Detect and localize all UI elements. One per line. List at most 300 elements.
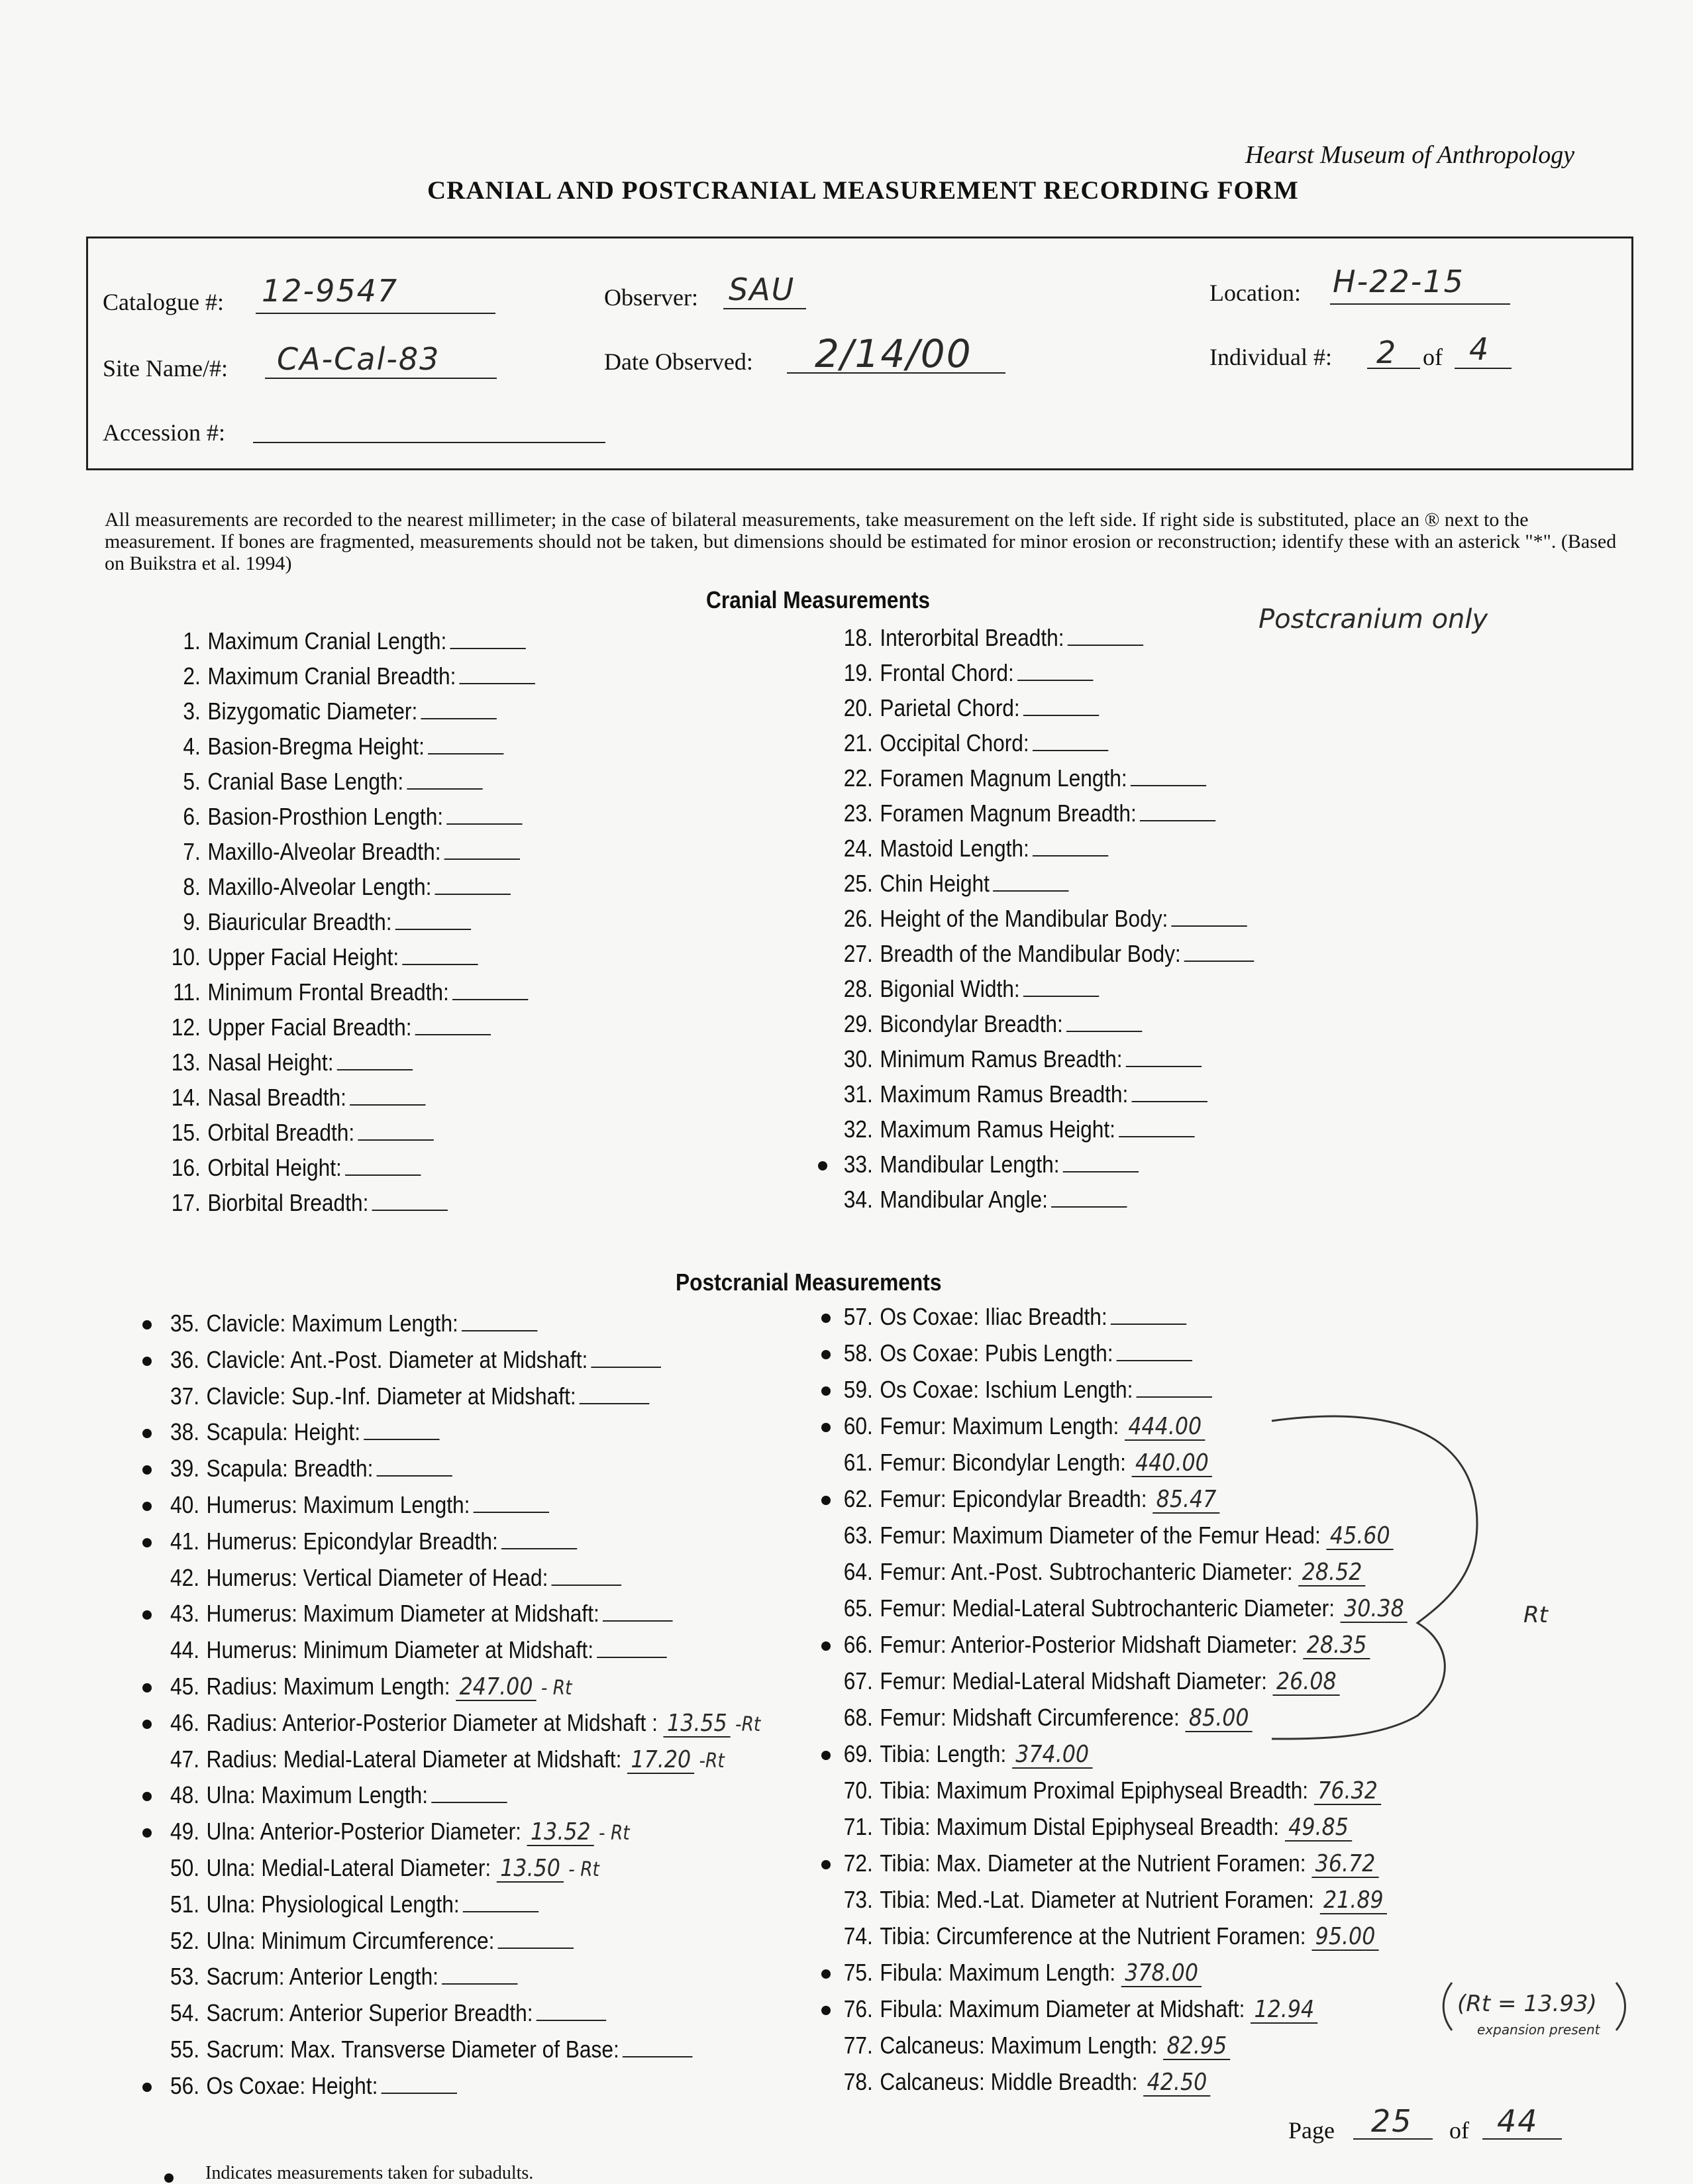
measurement-label: Radius: Medial-Lateral Diameter at Midshaft:: [206, 1745, 622, 1773]
measurement-blank[interactable]: [1051, 1186, 1127, 1208]
subadult-bullet: [821, 2006, 831, 2015]
measurement-value[interactable]: 95.00: [1311, 1924, 1378, 1951]
measurement-value[interactable]: 13.52: [527, 1820, 594, 1846]
measurement-number: 48.: [170, 1781, 199, 1809]
measurement-value[interactable]: 13.50: [497, 1856, 564, 1883]
measurement-blank[interactable]: [463, 1891, 539, 1912]
measurement-value[interactable]: 85.00: [1186, 1706, 1253, 1732]
measurement-value[interactable]: 28.35: [1303, 1633, 1370, 1659]
measurement-label: Bicondylar Breadth:: [880, 1010, 1063, 1037]
measurement-label: Tibia: Maximum Distal Epiphyseal Breadth:: [880, 1813, 1280, 1840]
measurement-blank[interactable]: [1066, 1011, 1142, 1032]
measurement-value[interactable]: 13.55: [664, 1711, 731, 1738]
measurement-number: 78.: [843, 2068, 873, 2095]
measurement-row: [838, 974, 1099, 1004]
measurement-blank[interactable]: [1117, 1340, 1192, 1361]
measurement-row: [166, 1012, 491, 1043]
fibula-expansion-note: expansion present: [1477, 2022, 1600, 2038]
measurement-number: 26.: [843, 905, 873, 932]
measurement-label: Nasal Height:: [207, 1049, 334, 1076]
measurement-blank[interactable]: [428, 733, 503, 754]
measurement-row: [156, 1744, 725, 1775]
measurement-row: [166, 1188, 448, 1218]
measurement-row: [166, 942, 478, 972]
measurement-blank[interactable]: [498, 1928, 574, 1949]
measurement-label: Tibia: Med.-Lat. Diameter at Nutrient Foramen:: [880, 1886, 1314, 1913]
measurement-row: [156, 1417, 440, 1447]
measurement-row: [838, 904, 1247, 934]
measurement-blank[interactable]: [442, 1963, 517, 1985]
measurement-number: 22.: [843, 764, 873, 792]
location-line: [1330, 303, 1510, 305]
measurement-number: 41.: [170, 1527, 199, 1555]
subadult-bullet: [142, 1465, 152, 1475]
subadult-bullet: [142, 1538, 152, 1547]
measurement-label: Humerus: Maximum Diameter at Midshaft:: [206, 1600, 599, 1628]
accession-label: Accession #:: [103, 419, 225, 446]
cranial-heading: Cranial Measurements: [706, 586, 931, 613]
subadult-bullet: [142, 1429, 152, 1438]
measurement-label: Os Coxae: Iliac Breadth:: [880, 1303, 1107, 1330]
measurement-blank[interactable]: [452, 979, 528, 1000]
measurement-number: 16.: [171, 1154, 201, 1181]
measurement-number: 6.: [183, 803, 201, 830]
measurement-blank[interactable]: [350, 1084, 425, 1106]
measurement-number: 40.: [170, 1491, 199, 1518]
subadult-bullet: [142, 1683, 152, 1692]
measurement-number: 58.: [843, 1339, 873, 1367]
measurement-label: Interorbital Breadth:: [880, 624, 1064, 651]
measurement-row: [156, 1598, 673, 1629]
measurement-blank[interactable]: [345, 1155, 421, 1176]
measurement-label: Calcaneus: Middle Breadth:: [880, 2068, 1138, 2095]
measurement-blank[interactable]: [377, 1455, 452, 1477]
measurement-label: Tibia: Max. Diameter at the Nutrient Foramen:: [880, 1849, 1306, 1877]
measurement-blank[interactable]: [591, 1347, 662, 1368]
measurement-row: [156, 1816, 630, 1847]
subadult-bullet: [142, 1357, 152, 1366]
measurement-number: 4.: [183, 733, 201, 760]
site-label: Site Name/#:: [103, 355, 228, 382]
measurement-value[interactable]: 378.00: [1121, 1961, 1202, 1987]
measurement-value[interactable]: 76.32: [1314, 1779, 1381, 1805]
individual-value[interactable]: 2: [1376, 335, 1398, 370]
measurement-number: 50.: [170, 1854, 199, 1881]
footer-note: Indicates measurements taken for subadults.: [205, 2163, 534, 2183]
measurement-label: Ulna: Medial-Lateral Diameter:: [206, 1854, 491, 1881]
measurement-blank[interactable]: [1068, 625, 1143, 646]
measurement-number: 19.: [843, 659, 873, 686]
measurement-row: [156, 2034, 693, 2065]
right-side-note: -Rt: [735, 1712, 761, 1736]
measurement-number: 24.: [843, 835, 873, 862]
measurement-number: 60.: [843, 1412, 873, 1439]
measurement-blank[interactable]: [382, 2073, 457, 2094]
accession-line: [253, 442, 605, 443]
measurement-label: Mandibular Length:: [880, 1151, 1060, 1178]
measurement-blank[interactable]: [1137, 1377, 1212, 1398]
measurement-label: Minimum Frontal Breadth:: [207, 978, 449, 1006]
measurement-number: 28.: [843, 975, 873, 1002]
measurement-blank[interactable]: [450, 628, 526, 649]
measurement-number: 43.: [170, 1600, 199, 1628]
measurement-number: 3.: [183, 698, 201, 725]
measurement-number: 62.: [843, 1485, 873, 1512]
measurement-number: 49.: [170, 1818, 199, 1846]
measurement-row: [838, 2067, 1211, 2097]
measurement-number: 25.: [843, 870, 873, 897]
measurement-number: 73.: [843, 1886, 873, 1913]
individual-label: Individual #:: [1209, 344, 1332, 370]
measurement-row: [166, 837, 520, 867]
right-side-annotation: Rt: [1523, 1602, 1548, 1628]
measurement-number: 51.: [170, 1890, 199, 1918]
measurement-number: 68.: [843, 1704, 873, 1731]
measurement-number: 18.: [843, 624, 873, 651]
observer-line: [723, 308, 806, 309]
location-value[interactable]: H-22-15: [1333, 264, 1464, 299]
measurement-row: [156, 1345, 661, 1375]
measurement-blank[interactable]: [402, 944, 478, 965]
measurement-blank[interactable]: [552, 1565, 622, 1586]
measurement-number: 53.: [170, 1963, 199, 1991]
measurement-label: Bigonial Width:: [880, 975, 1020, 1002]
measurement-number: 7.: [183, 838, 201, 865]
measurement-row: [838, 1447, 1212, 1478]
measurement-row: [156, 1780, 507, 1810]
measurement-label: Basion-Bregma Height:: [207, 733, 425, 760]
measurement-value[interactable]: 42.50: [1143, 2070, 1210, 2097]
measurement-label: Mastoid Length:: [880, 835, 1029, 862]
measurement-label: Bizygomatic Diameter:: [207, 698, 418, 725]
measurement-row: [838, 1921, 1379, 1951]
measurement-blank[interactable]: [1023, 976, 1099, 997]
measurement-blank[interactable]: [407, 768, 483, 790]
measurement-label: Foramen Magnum Breadth:: [880, 800, 1137, 827]
measurement-number: 23.: [843, 800, 873, 827]
measurement-blank[interactable]: [1132, 1081, 1207, 1102]
measurement-blank[interactable]: [446, 804, 522, 825]
measurement-number: 15.: [171, 1119, 201, 1146]
measurement-label: Maxillo-Alveolar Breadth:: [207, 838, 441, 865]
measurement-row: [838, 728, 1108, 758]
measurement-row: [166, 731, 504, 762]
measurement-value[interactable]: 26.08: [1273, 1669, 1340, 1696]
measurement-row: [838, 1957, 1202, 1988]
measurement-label: Humerus: Epicondylar Breadth:: [206, 1527, 498, 1555]
measurement-number: 9.: [183, 908, 201, 935]
measurement-blank[interactable]: [372, 1190, 448, 1211]
measurement-blank[interactable]: [431, 1782, 507, 1803]
measurement-blank[interactable]: [337, 1049, 413, 1070]
measurement-number: 70.: [843, 1777, 873, 1804]
measurement-blank[interactable]: [993, 870, 1068, 892]
measurement-blank[interactable]: [395, 909, 471, 930]
measurement-number: 61.: [843, 1449, 873, 1476]
measurement-row: [838, 1114, 1195, 1145]
measurement-blank[interactable]: [358, 1119, 434, 1141]
measurement-label: Frontal Chord:: [880, 659, 1014, 686]
fibula-right-note: (Rt = 13.93): [1457, 1991, 1597, 2017]
measurement-label: Minimum Ramus Breadth:: [880, 1045, 1123, 1072]
measurement-number: 54.: [170, 1999, 199, 2027]
measurement-label: Fibula: Maximum Diameter at Midshaft:: [880, 1995, 1245, 2022]
measurement-label: Humerus: Maximum Length:: [206, 1491, 470, 1518]
measurement-row: [838, 1739, 1092, 1769]
measurement-row: [838, 1812, 1352, 1842]
catalogue-value[interactable]: 12-9547: [262, 273, 399, 309]
subadult-bullet: [821, 1751, 831, 1760]
measurement-row: [156, 1998, 606, 2028]
observer-value[interactable]: SAU: [729, 272, 795, 307]
measurement-value[interactable]: 45.60: [1327, 1524, 1394, 1550]
measurement-row: [838, 939, 1255, 969]
measurement-number: 1.: [183, 627, 201, 654]
measurement-row: [838, 868, 1069, 899]
page-of-label: of: [1449, 2117, 1469, 2144]
subadult-bullet: [142, 1720, 152, 1729]
measurement-row: [166, 1118, 434, 1148]
measurement-blank[interactable]: [1126, 1046, 1202, 1067]
measurement-label: Scapula: Breadth:: [206, 1455, 374, 1482]
measurement-row: [838, 833, 1108, 864]
measurement-label: Calcaneus: Maximum Length:: [880, 2032, 1158, 2059]
measurement-number: 57.: [843, 1303, 873, 1330]
measurement-value[interactable]: 17.20: [627, 1747, 694, 1774]
measurement-number: 14.: [171, 1084, 201, 1111]
measurement-value[interactable]: 36.72: [1311, 1851, 1378, 1878]
individual-total[interactable]: 4: [1469, 331, 1490, 367]
measurement-number: 38.: [170, 1418, 199, 1446]
measurement-blank[interactable]: [1033, 835, 1108, 857]
measurement-label: Sacrum: Anterior Length:: [206, 1963, 438, 1991]
measurement-row: [166, 766, 483, 797]
measurement-blank[interactable]: [603, 1600, 673, 1622]
measurement-label: Upper Facial Height:: [207, 943, 399, 970]
subadult-bullet: [821, 1969, 831, 1979]
measurement-label: Biauricular Breadth:: [207, 908, 392, 935]
measurement-number: 44.: [170, 1636, 199, 1664]
measurement-blank[interactable]: [421, 698, 497, 719]
measurement-label: Cranial Base Length:: [207, 768, 404, 795]
measurement-row: [156, 1308, 538, 1339]
measurement-row: [838, 1044, 1202, 1074]
subadult-bullet: [142, 1320, 152, 1329]
measurement-row: [838, 1302, 1186, 1332]
site-value[interactable]: CA-Cal-83: [277, 341, 440, 377]
measurement-row: [156, 1961, 518, 1992]
subadult-bullet: [821, 1496, 831, 1505]
measurement-blank[interactable]: [1111, 1304, 1186, 1325]
measurement-row: [156, 1563, 621, 1593]
measurement-row: [838, 1411, 1205, 1441]
measurement-number: 36.: [170, 1345, 199, 1373]
page-label: Page: [1288, 2117, 1335, 2144]
measurement-label: Humerus: Minimum Diameter at Midshaft:: [206, 1636, 594, 1664]
measurement-number: 2.: [183, 662, 201, 690]
measurement-blank[interactable]: [460, 663, 535, 684]
measurement-number: 13.: [171, 1049, 201, 1076]
measurement-number: 67.: [843, 1667, 873, 1694]
subadult-bullet: [821, 1386, 831, 1396]
measurement-number: 31.: [843, 1080, 873, 1108]
measurement-label: Os Coxae: Pubis Length:: [880, 1339, 1113, 1367]
measurement-row: [838, 1184, 1127, 1215]
measurement-number: 20.: [843, 694, 873, 721]
measurement-label: Upper Facial Breadth:: [207, 1014, 412, 1041]
measurement-blank[interactable]: [1119, 1116, 1194, 1137]
subadult-bullet: [142, 1792, 152, 1801]
measurement-row: [838, 1702, 1253, 1733]
postcranium-only-note: Postcranium only: [1258, 604, 1488, 635]
measurement-blank[interactable]: [1063, 1151, 1139, 1172]
measurement-row: [838, 1079, 1207, 1110]
measurement-row: [166, 1047, 413, 1078]
measurement-row: [166, 802, 523, 832]
subadult-bullet: [818, 1161, 827, 1170]
measurement-label: Chin Height: [880, 870, 990, 897]
measurement-row: [156, 1889, 539, 1920]
measurement-value[interactable]: 440.00: [1132, 1451, 1212, 1477]
measurement-value[interactable]: 85.47: [1153, 1487, 1219, 1514]
measurement-value[interactable]: 49.85: [1285, 1815, 1352, 1842]
measurement-value[interactable]: 247.00: [456, 1675, 536, 1701]
measurement-value[interactable]: 28.52: [1298, 1560, 1365, 1586]
date-label: Date Observed:: [604, 348, 753, 375]
measurement-number: 71.: [843, 1813, 873, 1840]
measurement-number: 35.: [170, 1310, 199, 1337]
measurement-blank[interactable]: [474, 1492, 549, 1513]
measurement-row: [156, 1853, 599, 1883]
measurement-blank[interactable]: [1140, 800, 1215, 821]
measurement-value[interactable]: 82.95: [1163, 2034, 1230, 2060]
measurement-row: [838, 623, 1143, 653]
measurement-value[interactable]: 444.00: [1125, 1414, 1205, 1441]
individual-total-line: [1455, 368, 1512, 369]
measurement-row: [166, 1082, 426, 1113]
instructions: All measurements are recorded to the nearest millimeter; in the case of bilateral measurements, take measurement on the left side. If right side is substituted, place an ® next to the measurement. If bones are fragmented, measurements should not be taken, but dimensions should be estimated for minor erosion or reconstruction; identify these with an asterick "*". (Based on Buikstra et al. 1994): [105, 509, 1617, 574]
measurement-label: Humerus: Vertical Diameter of Head:: [206, 1563, 548, 1591]
measurement-blank[interactable]: [1131, 765, 1206, 786]
measurement-value[interactable]: 30.38: [1341, 1596, 1408, 1623]
subadult-bullet: [821, 1350, 831, 1359]
subadult-bullet: [821, 1423, 831, 1432]
measurement-number: 34.: [843, 1186, 873, 1213]
measurement-row: [838, 1885, 1387, 1915]
measurement-number: 42.: [170, 1563, 199, 1591]
measurement-blank[interactable]: [597, 1637, 667, 1658]
measurement-label: Scapula: Height:: [206, 1418, 361, 1446]
location-label: Location:: [1209, 280, 1301, 306]
measurement-number: 55.: [170, 2036, 199, 2063]
measurement-blank[interactable]: [1033, 730, 1108, 751]
measurement-number: 10.: [171, 943, 201, 970]
right-side-note: -Rt: [699, 1749, 725, 1773]
measurement-row: [156, 1708, 760, 1738]
date-value[interactable]: 2/14/00: [815, 331, 972, 376]
measurement-label: Clavicle: Maximum Length:: [206, 1310, 458, 1337]
measurement-value[interactable]: 12.94: [1251, 1997, 1317, 2024]
measurement-row: [166, 661, 535, 692]
measurement-blank[interactable]: [462, 1310, 537, 1331]
measurement-row: [156, 1381, 650, 1412]
measurement-label: Femur: Anterior-Posterior Midshaft Diameter:: [880, 1631, 1298, 1658]
measurement-row: [838, 798, 1215, 829]
measurement-label: Clavicle: Sup.-Inf. Diameter at Midshaft:: [206, 1382, 576, 1410]
measurement-label: Tibia: Length:: [880, 1740, 1007, 1767]
measurement-row: [838, 1338, 1192, 1369]
measurement-blank[interactable]: [1023, 695, 1099, 716]
measurement-number: 21.: [843, 729, 873, 756]
measurement-label: Tibia: Maximum Proximal Epiphyseal Breadth:: [880, 1777, 1309, 1804]
measurement-row: [838, 1994, 1317, 2024]
measurement-blank[interactable]: [1172, 906, 1247, 927]
measurement-label: Clavicle: Ant.-Post. Diameter at Midshaft:: [206, 1345, 588, 1373]
subadult-bullet: [142, 1502, 152, 1511]
individual-of: of: [1423, 344, 1443, 370]
measurement-label: Femur: Epicondylar Breadth:: [880, 1485, 1147, 1512]
measurement-label: Os Coxae: Ischium Length:: [880, 1376, 1133, 1403]
measurement-row: [838, 1848, 1379, 1879]
measurement-number: 45.: [170, 1673, 199, 1700]
measurement-label: Radius: Maximum Length:: [206, 1673, 450, 1700]
subadult-bullet: [142, 1828, 152, 1838]
measurement-label: Biorbital Breadth:: [207, 1189, 369, 1216]
measurement-row: [156, 1526, 577, 1557]
subadult-bullet: [142, 1610, 152, 1620]
measurement-row: [838, 1009, 1143, 1039]
measurement-row: [156, 1490, 549, 1520]
measurement-blank[interactable]: [580, 1383, 650, 1404]
measurement-blank[interactable]: [444, 839, 520, 860]
measurement-number: 33.: [843, 1151, 873, 1178]
measurement-number: 17.: [171, 1189, 201, 1216]
measurement-blank[interactable]: [364, 1419, 439, 1440]
measurement-label: Ulna: Anterior-Posterior Diameter:: [206, 1818, 521, 1846]
site-line: [265, 378, 497, 379]
form-title: CRANIAL AND POSTCRANIAL MEASUREMENT RECORDING FORM: [427, 176, 1299, 205]
measurement-number: 59.: [843, 1376, 873, 1403]
measurement-number: 30.: [843, 1045, 873, 1072]
measurement-blank[interactable]: [623, 2036, 693, 2057]
measurement-number: 32.: [843, 1116, 873, 1143]
measurement-row: [156, 1926, 574, 1956]
right-side-note: - Rt: [540, 1677, 572, 1700]
measurement-blank[interactable]: [435, 874, 511, 895]
measurement-row: [156, 1635, 667, 1665]
measurement-label: Femur: Medial-Lateral Midshaft Diameter:: [880, 1667, 1267, 1694]
measurement-row: [166, 977, 528, 1008]
measurement-blank[interactable]: [1184, 941, 1255, 962]
measurement-value[interactable]: 21.89: [1320, 1888, 1387, 1914]
subadult-bullet: [821, 1860, 831, 1869]
measurement-row: [838, 1375, 1212, 1405]
measurement-label: Maximum Ramus Breadth:: [880, 1080, 1129, 1108]
postcranial-heading: Postcranial Measurements: [676, 1269, 942, 1296]
measurement-label: Ulna: Minimum Circumference:: [206, 1926, 495, 1954]
measurement-label: Maximum Cranial Length:: [207, 627, 447, 654]
measurement-row: [838, 2030, 1231, 2061]
measurement-number: 65.: [843, 1594, 873, 1622]
measurement-label: Tibia: Circumference at the Nutrient Foramen:: [880, 1922, 1306, 1950]
measurement-blank[interactable]: [415, 1014, 491, 1035]
measurement-blank[interactable]: [1017, 660, 1093, 681]
measurement-blank[interactable]: [501, 1528, 577, 1549]
measurement-blank[interactable]: [537, 2000, 607, 2021]
measurement-number: 37.: [170, 1382, 199, 1410]
measurement-label: Femur: Bicondylar Length:: [880, 1449, 1126, 1476]
measurement-value[interactable]: 374.00: [1012, 1742, 1092, 1769]
